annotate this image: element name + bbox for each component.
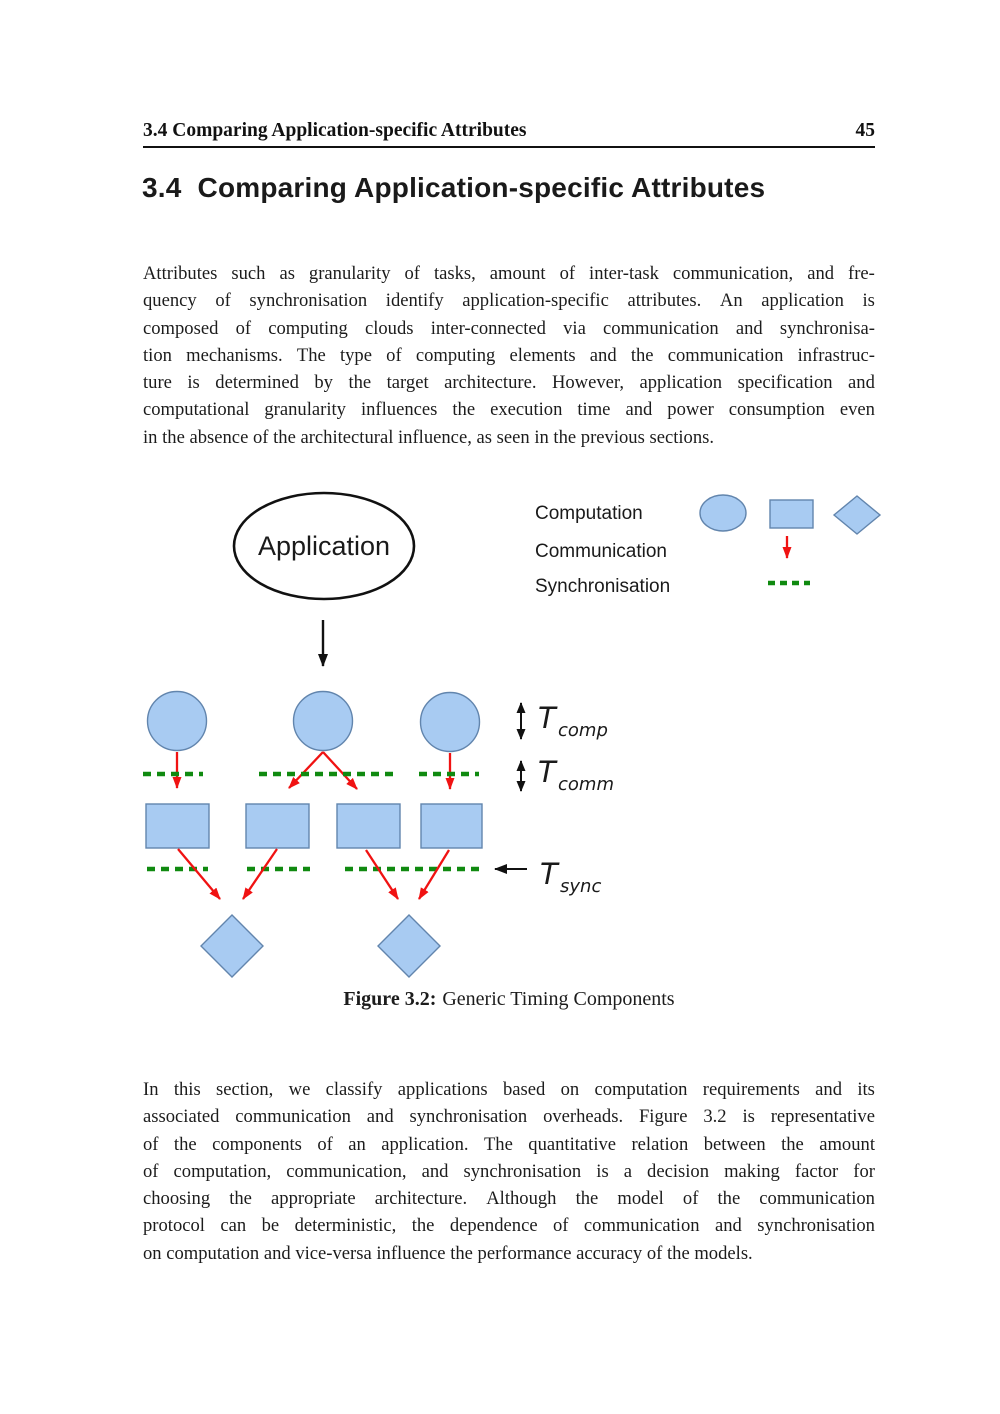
text-line: tion mechanisms. The type of computing elements and the communication infrastruc- <box>143 344 875 366</box>
legend-diamond-icon <box>834 496 880 534</box>
text-line: of computation, communication, and synchronisation is a decision making factor for <box>143 1160 875 1182</box>
task-rect-1 <box>146 804 209 848</box>
task-circle-1 <box>148 692 207 751</box>
text-line: ture is determined by the target architecture. However, application specification and <box>143 372 875 394</box>
figure-caption-text: Generic Timing Components <box>442 988 675 1010</box>
tcomp-label-sub: comp <box>558 720 608 741</box>
page-number: 45 <box>855 120 875 141</box>
text-line: Attributes such as granularity of tasks, amount of inter-task communication, and fre- <box>143 263 875 284</box>
legend-synchronisation-label: Synchronisation <box>535 576 671 597</box>
legend-computation-label: Computation <box>535 503 643 524</box>
tcomm-label-main: T <box>538 755 556 789</box>
paragraph-2 <box>143 1076 875 1267</box>
text-line: associated communication and synchronisation overheads. Figure 3.2 is representative <box>143 1106 875 1128</box>
legend-communication-label: Communication <box>535 541 667 562</box>
comm-arrow-3 <box>323 752 357 789</box>
text-line: computational granularity influences the execution time and power consumption even <box>143 399 875 421</box>
tcomm-label-sub: comm <box>558 774 614 795</box>
comm-arrow-2 <box>289 752 323 788</box>
tsync-label-sub: sync <box>560 876 602 897</box>
figure-diagram <box>0 470 1000 1020</box>
task-rect-3 <box>337 804 400 848</box>
text-line: choosing the appropriate architecture. Although the model of the communication <box>143 1188 875 1210</box>
figure-caption-label: Figure 3.2: <box>343 988 437 1010</box>
task-diamond-2 <box>378 915 440 977</box>
task-circle-2 <box>294 692 353 751</box>
running-header-title: 3.4 Comparing Application-specific Attributes <box>143 120 527 141</box>
section-title: Comparing Application-specific Attributes <box>197 172 766 203</box>
tsync-label-main: T <box>540 857 558 891</box>
text-line: composed of computing clouds inter-connected via communication and synchronisa- <box>143 317 875 339</box>
tcomp-label-main: T <box>538 701 556 735</box>
text-line: quency of synchronisation identify application-specific attributes. An application is <box>143 290 875 312</box>
figure-caption <box>143 988 875 1011</box>
comm-arrow-6 <box>243 849 277 899</box>
comm-arrow-7 <box>366 850 398 899</box>
text-line: In this section, we classify applications based on computation requirements and its <box>143 1079 875 1100</box>
paragraph-1 <box>143 260 875 451</box>
comm-arrow-8 <box>419 850 449 899</box>
text-line: of the components of an application. The quantitative relation between the amount <box>143 1133 875 1155</box>
text-line: protocol can be deterministic, the dependence of communication and synchronisation <box>143 1215 875 1237</box>
legend-circle-icon <box>700 495 746 531</box>
task-rect-2 <box>246 804 309 848</box>
running-header <box>143 120 875 148</box>
application-label: Application <box>257 531 391 561</box>
task-diamond-1 <box>201 915 263 977</box>
text-line: in the absence of the architectural influence, as seen in the previous sections. <box>143 426 715 448</box>
text-line: on computation and vice-versa influence the performance accuracy of the models. <box>143 1242 753 1264</box>
task-rect-4 <box>421 804 482 848</box>
comm-arrow-5 <box>178 849 220 899</box>
section-heading <box>142 172 765 204</box>
section-number: 3.4 <box>142 172 182 203</box>
task-circle-3 <box>421 693 480 752</box>
legend-rectangle-icon <box>770 500 813 528</box>
